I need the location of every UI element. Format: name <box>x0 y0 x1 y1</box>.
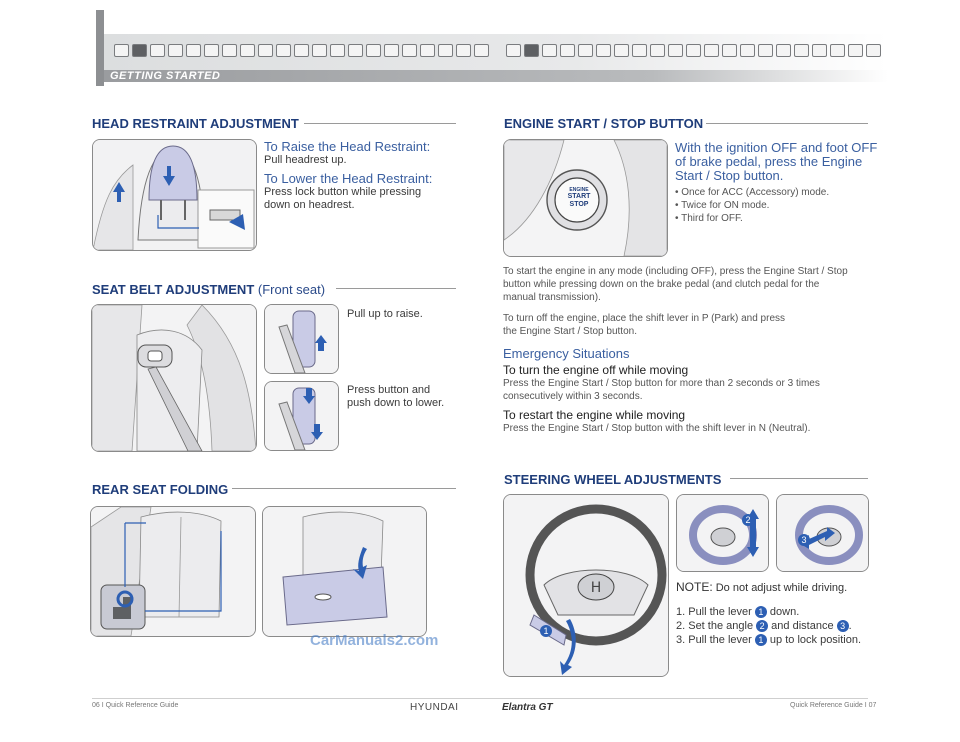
fan-icon <box>330 44 345 57</box>
steering-heading: STEERING WHEEL ADJUSTMENTS <box>504 472 722 487</box>
step3-a: 3. Pull the lever <box>676 634 755 646</box>
rear-seat-photo-2 <box>262 506 427 637</box>
aux-icon <box>722 44 737 57</box>
phone-icon <box>438 44 453 57</box>
tire-icon <box>474 44 489 57</box>
step2-a: 2. Set the angle <box>676 620 757 632</box>
start-label-engine: ENGINE <box>569 187 589 193</box>
engine-intro-3: Start / Stop button. <box>675 168 784 183</box>
key-icon <box>186 44 201 57</box>
audio-icon <box>420 44 435 57</box>
step2-c: . <box>848 620 852 632</box>
lower-headrest-text-1: Press lock button while pressing <box>264 186 422 198</box>
footer-model: Elantra GT <box>502 702 553 713</box>
callout-1: 1 <box>540 625 552 637</box>
footer-right: Quick Reference Guide I 07 <box>790 702 877 709</box>
engine-bullet-on: • Twice for ON mode. <box>675 200 770 211</box>
emergency-off-heading: To turn the engine off while moving <box>503 363 689 377</box>
wiper-icon <box>276 44 291 57</box>
seat-belt-photo <box>91 304 257 452</box>
steering-step-3 <box>676 634 861 647</box>
rear-seat-photo-1 <box>90 506 256 637</box>
fuel-door-icon <box>650 44 665 57</box>
callout-2: 2 <box>742 514 754 526</box>
emergency-off-text-2: consecutively within 3 seconds. <box>503 391 643 402</box>
header-rule <box>104 70 888 82</box>
trunk-icon <box>614 44 629 57</box>
seat-belt-heading <box>92 282 325 297</box>
heading-rule <box>706 123 868 124</box>
nav-icon <box>456 44 471 57</box>
engine-intro-1: With the ignition OFF and foot OFF <box>675 140 878 155</box>
step3-b: up to lock position. <box>766 634 862 646</box>
step1-a: 1. Pull the lever <box>676 606 755 618</box>
engine-intro-2: of brake pedal, press the Engine <box>675 154 863 169</box>
engine-para1-2: button while pressing down on the brake pedal (and clutch pedal for the <box>503 279 820 290</box>
steering-photo <box>503 494 669 677</box>
eco-icon <box>758 44 773 57</box>
defrost-icon <box>348 44 363 57</box>
heading-rule <box>232 488 456 489</box>
headrest-photo <box>92 139 257 251</box>
fuel-icon <box>384 44 399 57</box>
sport-icon <box>776 44 791 57</box>
engine-para1-1: To start the engine in any mode (including OFF), press the Engine Start / Stop <box>503 266 848 277</box>
info-icon <box>812 44 827 57</box>
steering-note <box>676 580 847 595</box>
icon-strip-right <box>506 44 881 57</box>
watermark: CarManuals2.com <box>310 632 439 649</box>
steering-step-1 <box>676 606 799 619</box>
raise-headrest-text: Pull headrest up. <box>264 154 347 166</box>
lower-headrest-text-2: down on headrest. <box>264 199 355 211</box>
usb-icon <box>704 44 719 57</box>
headrest-icon <box>132 44 147 57</box>
belt-lower-photo <box>264 381 339 451</box>
door-icon <box>222 44 237 57</box>
mute-icon <box>866 44 881 57</box>
steering-step-2 <box>676 620 852 633</box>
header-accent-bar <box>96 10 104 86</box>
mirror-icon <box>240 44 255 57</box>
engine-bullet-off: • Third for OFF. <box>675 213 743 224</box>
sunroof-icon <box>668 44 683 57</box>
hold-icon <box>596 44 611 57</box>
note-text: Do not adjust while driving. <box>712 582 848 594</box>
step3-badge: 1 <box>755 634 767 646</box>
footer-left: 06 I Quick Reference Guide <box>92 702 179 709</box>
emergency-restart-heading: To restart the engine while moving <box>503 408 686 422</box>
cruise-icon <box>506 44 521 57</box>
emergency-restart-text: Press the Engine Start / Stop button with the shift lever in N (Neutral). <box>503 423 811 434</box>
hazard-icon <box>686 44 701 57</box>
rear-seat-heading: REAR SEAT FOLDING <box>92 482 229 497</box>
emergency-heading: Emergency Situations <box>503 346 630 361</box>
belt-raise-text: Pull up to raise. <box>347 308 423 320</box>
start-label-start: START <box>567 193 591 200</box>
settings-icon <box>830 44 845 57</box>
hood-icon <box>632 44 647 57</box>
start-icon <box>204 44 219 57</box>
volume-icon <box>848 44 863 57</box>
steering-distance-photo <box>776 494 869 572</box>
step1-b: down. <box>766 606 800 618</box>
section-title: GETTING STARTED <box>110 70 221 82</box>
head-restraint-heading: HEAD RESTRAINT ADJUSTMENT <box>92 116 299 131</box>
light-icon <box>258 44 273 57</box>
raise-headrest-heading: To Raise the Head Restraint: <box>264 139 431 154</box>
parking-icon <box>542 44 557 57</box>
footer-rule <box>92 698 868 699</box>
engine-para2-2: the Engine Start / Stop button. <box>503 326 637 337</box>
engine-bullet-acc: • Once for ACC (Accessory) mode. <box>675 187 830 198</box>
climate-icon <box>312 44 327 57</box>
step1-badge: 1 <box>755 606 767 618</box>
engine-para1-3: manual transmission). <box>503 292 601 303</box>
lower-headrest-heading: To Lower the Head Restraint: <box>264 171 433 186</box>
gauge-icon <box>402 44 417 57</box>
engine-para2-1: To turn off the engine, place the shift lever in P (Park) and press <box>503 313 786 324</box>
start-button-label <box>560 187 598 209</box>
seat-belt-title: SEAT BELT ADJUSTMENT <box>92 282 255 297</box>
heading-rule <box>336 288 456 289</box>
window-icon <box>168 44 183 57</box>
belt-lower-text-2: push down to lower. <box>347 397 445 409</box>
heading-rule <box>730 478 868 479</box>
camera-icon <box>524 44 539 57</box>
drive-icon <box>794 44 809 57</box>
seat-belt-subtitle: (Front seat) <box>257 282 326 297</box>
belt-raise-photo <box>264 304 339 374</box>
footer-brand: HYUNDAI <box>410 702 459 713</box>
steering-angle-photo <box>676 494 769 572</box>
icon-strip-left <box>114 44 489 57</box>
seatheat-icon <box>366 44 381 57</box>
power-icon <box>740 44 755 57</box>
seat-icon <box>114 44 129 57</box>
step2-b: and distance <box>768 620 837 632</box>
belt-lower-text-1: Press button and <box>347 384 431 396</box>
belt-icon <box>150 44 165 57</box>
step2-badge-angle: 2 <box>756 620 768 632</box>
engine-start-heading: ENGINE START / STOP BUTTON <box>504 116 704 131</box>
step2-badge-distance: 3 <box>837 620 849 632</box>
horn-icon <box>294 44 309 57</box>
callout-3: 3 <box>798 534 810 546</box>
lane-icon <box>560 44 575 57</box>
start-label-stop: STOP <box>569 201 589 208</box>
heading-rule <box>304 123 456 124</box>
brake-icon <box>578 44 593 57</box>
note-label: NOTE: <box>676 580 713 594</box>
emergency-off-text-1: Press the Engine Start / Stop button for more than 2 seconds or 3 times <box>503 378 820 389</box>
svg-text:H: H <box>590 580 602 596</box>
